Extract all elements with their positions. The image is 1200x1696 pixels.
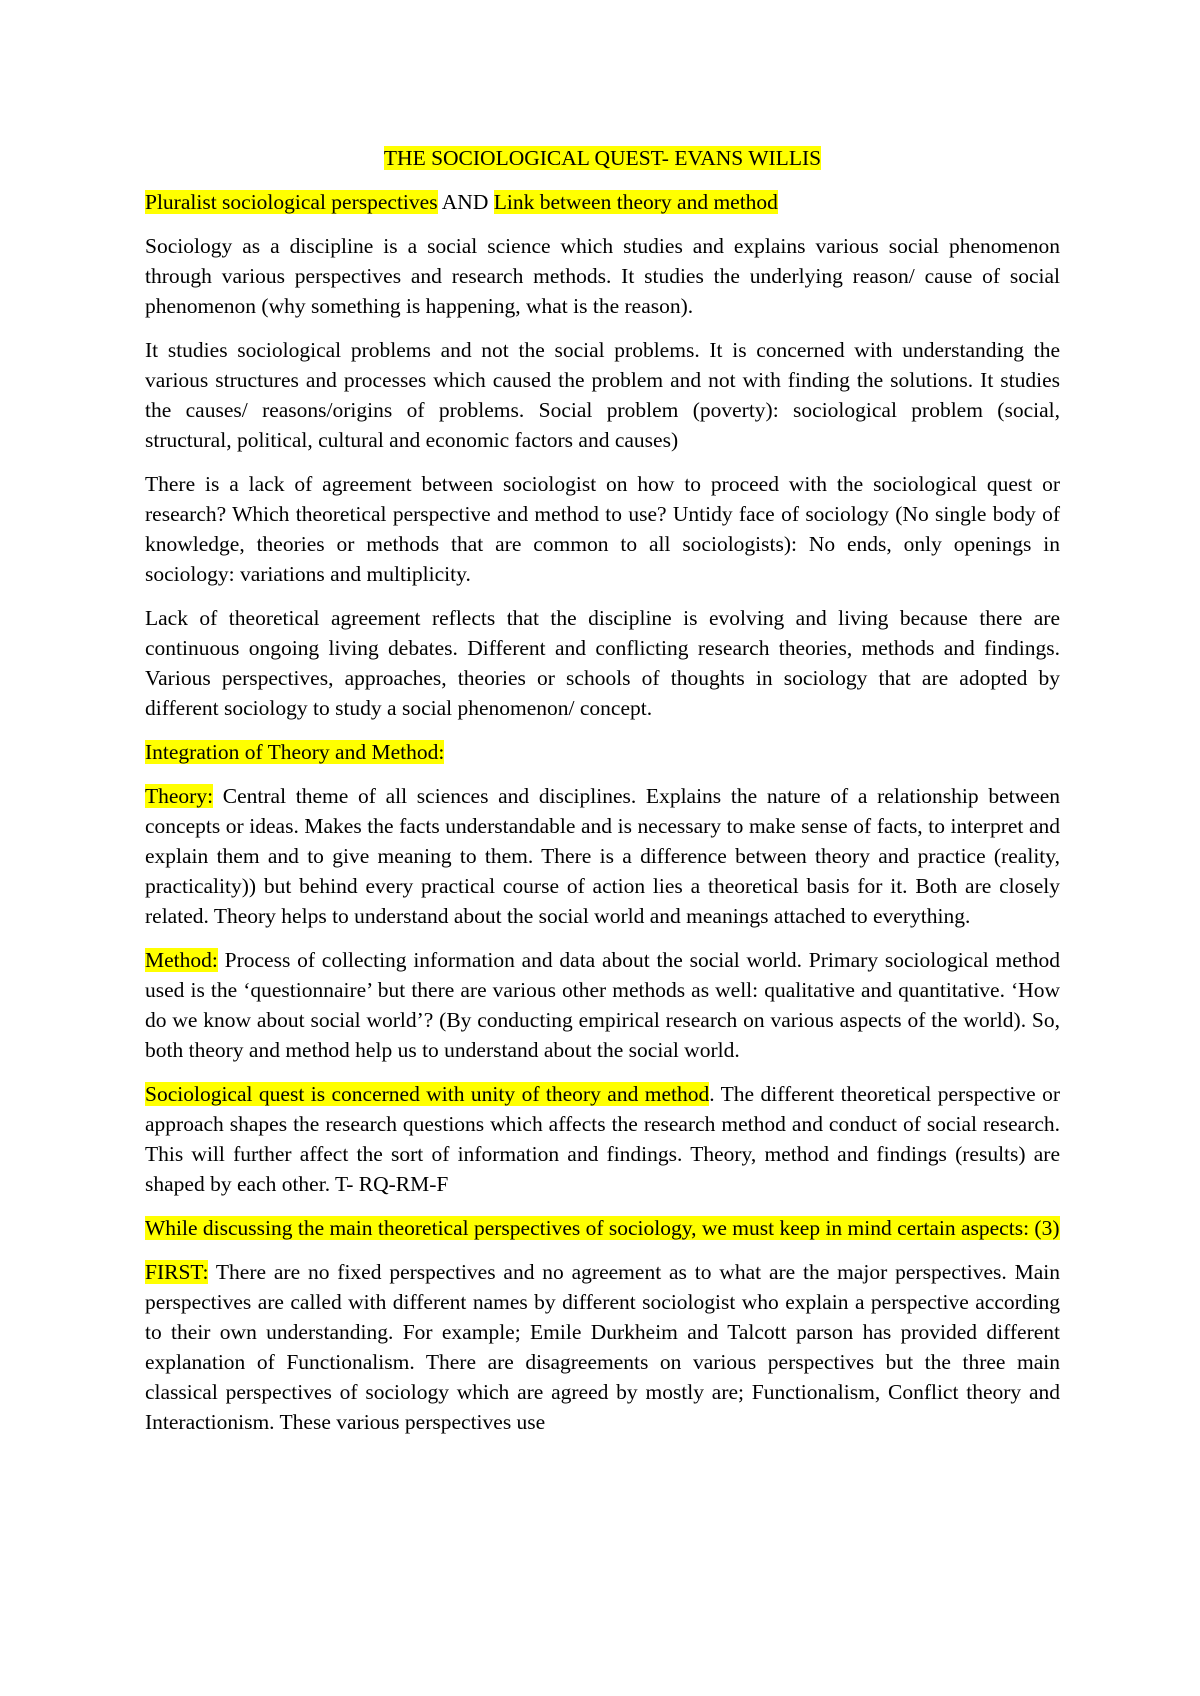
subtitle-part1: Pluralist sociological perspectives bbox=[145, 190, 438, 214]
integration-heading bbox=[145, 737, 1060, 767]
subtitle-connector: AND bbox=[437, 190, 494, 214]
quest-label: Sociological quest is concerned with unity of theory and method bbox=[145, 1082, 710, 1106]
integration-heading-text: Integration of Theory and Method: bbox=[145, 740, 445, 764]
document-title bbox=[145, 143, 1060, 173]
title-highlight: THE SOCIOLOGICAL QUEST- EVANS WILLIS bbox=[383, 146, 822, 170]
aspects-heading bbox=[145, 1213, 1060, 1243]
quest-text: . The different theoretical perspective or approach shapes the research questions which affects the research method and conduct of social research. This will further affect the sort of information and findings. Theory, method and findings (results) are shaped by each other. T- RQ-RM-F bbox=[145, 1082, 1060, 1196]
theory-text: Central theme of all sciences and disciplines. Explains the nature of a relationship between concepts or ideas. Makes the facts understandable and is necessary to make sense of facts, to interpret and explain them and to give meaning to them. There is a difference between theory and practice (reality, practicality)) but behind every practical course of action lies a theoretical basis for it. Both are closely related. Theory helps to understand about the social world and meanings attached to everything. bbox=[145, 784, 1060, 928]
first-paragraph bbox=[145, 1257, 1060, 1437]
method-text: Process of collecting information and data about the social world. Primary sociological method used is the ‘questionnaire’ but there are various other methods as well: qualitative and quantitative. ‘How do we know about social world’? (By conducting empirical research on various aspects of the world). So, both theory and method help us to understand about the social world. bbox=[145, 948, 1060, 1062]
quest-paragraph bbox=[145, 1079, 1060, 1199]
subtitle bbox=[145, 187, 1060, 217]
subtitle-part2: Link between theory and method bbox=[493, 190, 778, 214]
method-paragraph bbox=[145, 945, 1060, 1065]
first-text: There are no fixed perspectives and no agreement as to what are the major perspectives. Main perspectives are called with different names by different sociologist who explain a perspective according to their own understanding. For example; Emile Durkheim and Talcott parson has provided different explanation of Functionalism. There are disagreements on various perspectives but the three main classical perspectives of sociology which are agreed by mostly are; Functionalism, Conflict theory and Interactionism. These various perspectives use bbox=[145, 1260, 1060, 1434]
first-label: FIRST: bbox=[145, 1260, 209, 1284]
theory-paragraph bbox=[145, 781, 1060, 931]
method-label: Method: bbox=[145, 948, 218, 972]
paragraph-2: It studies sociological problems and not the social problems. It is concerned with understanding the various structures and processes which caused the problem and not with finding the solutions. It studies the causes/ reasons/origins of problems. Social problem (poverty): sociological problem (social, structural, political, cultural and economic factors and causes) bbox=[145, 338, 1060, 452]
paragraph-3: There is a lack of agreement between sociologist on how to proceed with the sociological quest or research? Which theoretical perspective and method to use? Untidy face of sociology (No single body of knowledge, theories or methods that are common to all sociologists): No ends, only openings in sociology: variations and multiplicity. bbox=[145, 472, 1060, 586]
document-page bbox=[145, 143, 1060, 1451]
theory-label: Theory: bbox=[145, 784, 214, 808]
paragraph-4: Lack of theoretical agreement reflects that the discipline is evolving and living because there are continuous ongoing living debates. Different and conflicting research theories, methods and findings. Various perspectives, approaches, theories or schools of thoughts in sociology that are adopted by different sociology to study a social phenomenon/ concept. bbox=[145, 606, 1060, 720]
aspects-heading-text: While discussing the main theoretical perspectives of sociology, we must keep in mind certain aspects: (3) bbox=[145, 1216, 1060, 1240]
paragraph-1: Sociology as a discipline is a social science which studies and explains various social phenomenon through various perspectives and research methods. It studies the underlying reason/ cause of social phenomenon (why something is happening, what is the reason). bbox=[145, 234, 1060, 318]
